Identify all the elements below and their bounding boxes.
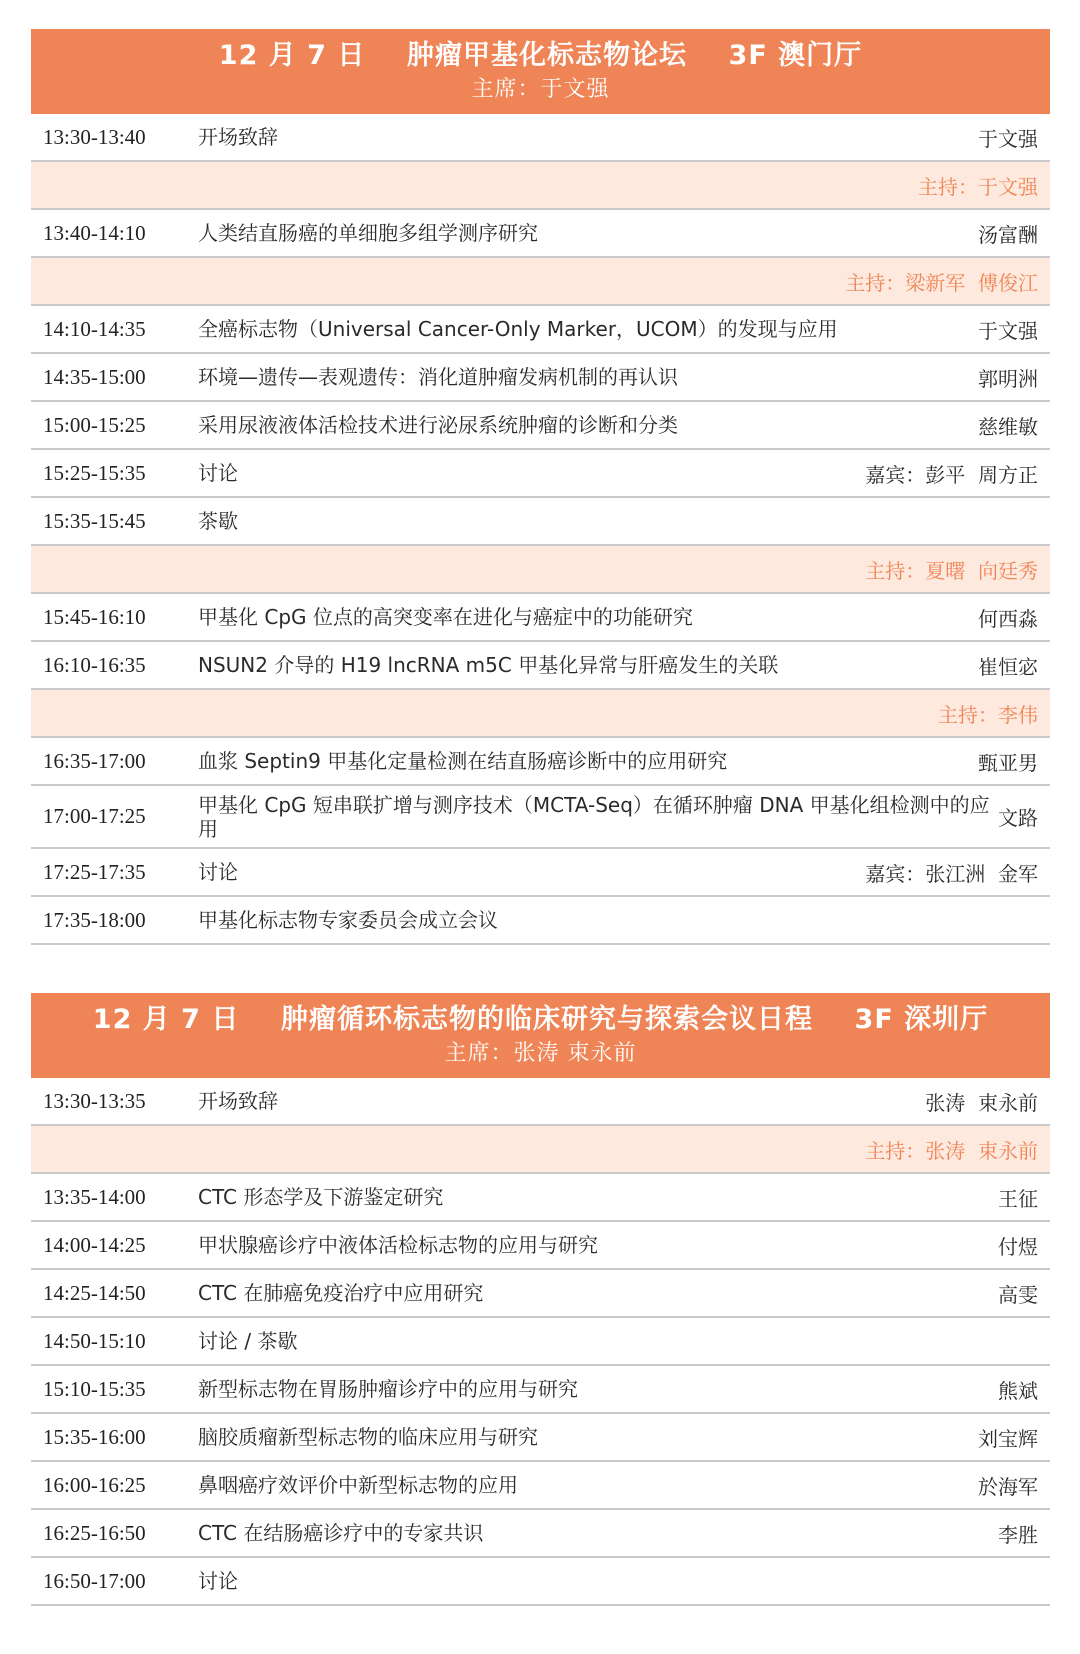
session-topic: 甲基化标志物专家委员会成立会议	[198, 908, 498, 932]
session-time: 14:00-14:25	[43, 1232, 146, 1257]
session-row	[31, 786, 1050, 849]
session-topic: 讨论	[198, 1569, 238, 1593]
section-header	[31, 993, 1050, 1078]
session-speaker: 付煜	[998, 1234, 1038, 1259]
session-row	[31, 849, 1050, 897]
session-row	[31, 1414, 1050, 1462]
session-time: 16:35-17:00	[43, 748, 146, 773]
moderator-row	[31, 162, 1050, 210]
agenda-section	[31, 993, 1050, 1606]
session-time: 13:30-13:40	[43, 124, 146, 149]
session-time: 17:00-17:25	[43, 804, 146, 828]
session-row	[31, 642, 1050, 690]
session-speaker: 何西淼	[978, 606, 1038, 631]
session-topic: 脑胶质瘤新型标志物的临床应用与研究	[198, 1425, 538, 1449]
session-topic: 采用尿液液体活检技术进行泌尿系统肿瘤的诊断和分类	[198, 413, 678, 437]
session-topic: 讨论	[198, 461, 238, 485]
session-speaker: 於海军	[978, 1474, 1038, 1499]
session-speaker: 慈维敏	[978, 414, 1038, 439]
session-speaker: 熊斌	[998, 1378, 1038, 1403]
session-topic: 茶歇	[198, 509, 238, 533]
session-speaker: 高雯	[998, 1282, 1038, 1307]
session-time: 15:25-15:35	[43, 460, 146, 485]
session-row	[31, 1174, 1050, 1222]
session-topic: 全癌标志物（Universal Cancer-Only Marker，UCOM）的发现与应用	[198, 317, 838, 341]
session-row	[31, 1366, 1050, 1414]
session-row	[31, 114, 1050, 162]
session-topic: 讨论 / 茶歇	[198, 1329, 298, 1353]
session-time: 17:25-17:35	[43, 859, 146, 884]
session-row	[31, 306, 1050, 354]
session-time: 16:10-16:35	[43, 652, 146, 677]
session-speaker: 甄亚男	[978, 750, 1038, 775]
session-time: 14:35-15:00	[43, 364, 146, 389]
session-row	[31, 594, 1050, 642]
session-row	[31, 1462, 1050, 1510]
session-time: 14:50-15:10	[43, 1328, 146, 1353]
session-topic: CTC 在肺癌免疫治疗中应用研究	[198, 1281, 484, 1305]
session-time: 15:10-15:35	[43, 1376, 146, 1401]
session-row	[31, 354, 1050, 402]
session-topic: 血浆 Septin9 甲基化定量检测在结直肠癌诊断中的应用研究	[198, 749, 728, 773]
moderator-name: 主持：张涛 束永前	[865, 1138, 1038, 1163]
session-topic: 讨论	[198, 860, 238, 884]
section-header	[31, 29, 1050, 114]
session-row	[31, 1558, 1050, 1606]
session-topic: 环境—遗传—表观遗传：消化道肿瘤发病机制的再认识	[198, 365, 678, 389]
section-title: 12 月 7 日 肿瘤循环标志物的临床研究与探索会议日程 3F 深圳厅	[92, 1004, 989, 1035]
session-speaker: 刘宝辉	[978, 1426, 1038, 1451]
session-speaker: 嘉宾：彭平 周方正	[865, 462, 1038, 487]
session-row	[31, 498, 1050, 546]
session-speaker: 郭明洲	[978, 366, 1038, 391]
session-topic: CTC 在结肠癌诊疗中的专家共识	[198, 1521, 484, 1545]
section-chair: 主席：张涛 束永前	[444, 1041, 637, 1066]
session-time: 15:45-16:10	[43, 604, 146, 629]
session-time: 15:00-15:25	[43, 412, 146, 437]
session-speaker: 崔恒宓	[978, 654, 1038, 679]
agenda-section	[31, 29, 1050, 945]
session-time: 13:30-13:35	[43, 1088, 146, 1113]
session-topic: 甲基化 CpG 位点的高突变率在进化与癌症中的功能研究	[198, 605, 693, 629]
moderator-row	[31, 546, 1050, 594]
session-topic: 甲状腺癌诊疗中液体活检标志物的应用与研究	[198, 1233, 598, 1257]
session-topic: 新型标志物在胃肠肿瘤诊疗中的应用与研究	[198, 1377, 578, 1401]
session-speaker: 张涛 束永前	[925, 1090, 1038, 1115]
session-speaker: 于文强	[978, 126, 1038, 151]
session-row	[31, 1222, 1050, 1270]
session-topic: 开场致辞	[198, 1089, 278, 1113]
session-topic: NSUN2 介导的 H19 lncRNA m5C 甲基化异常与肝癌发生的关联	[198, 653, 779, 677]
session-row	[31, 210, 1050, 258]
moderator-name: 主持：于文强	[918, 174, 1038, 199]
section-chair: 主席：于文强	[471, 77, 610, 102]
agenda-page	[31, 29, 1050, 1606]
session-row	[31, 402, 1050, 450]
moderator-name: 主持：李伟	[938, 702, 1038, 727]
session-row	[31, 450, 1050, 498]
session-topic: 鼻咽癌疗效评价中新型标志物的应用	[198, 1473, 518, 1497]
session-time: 15:35-15:45	[43, 508, 146, 533]
session-row	[31, 1270, 1050, 1318]
session-row	[31, 897, 1050, 945]
session-time: 13:40-14:10	[43, 220, 146, 245]
session-row	[31, 1078, 1050, 1126]
session-time: 17:35-18:00	[43, 907, 146, 932]
session-row	[31, 738, 1050, 786]
session-time: 15:35-16:00	[43, 1424, 146, 1449]
moderator-name: 主持：夏曙 向廷秀	[865, 558, 1038, 583]
session-time: 14:10-14:35	[43, 316, 146, 341]
moderator-row	[31, 690, 1050, 738]
moderator-name: 主持：梁新军 傅俊江	[845, 270, 1038, 295]
session-topic: 甲基化 CpG 短串联扩增与测序技术（MCTA-Seq）在循环肿瘤 DNA 甲基化组检测中的应用	[198, 792, 990, 841]
session-topic: 人类结直肠癌的单细胞多组学测序研究	[198, 221, 538, 245]
session-speaker: 李胜	[998, 1522, 1038, 1547]
session-time: 16:00-16:25	[43, 1472, 146, 1497]
session-row	[31, 1318, 1050, 1366]
session-speaker: 汤富酬	[978, 222, 1038, 247]
section-title: 12 月 7 日 肿瘤甲基化标志物论坛 3F 澳门厅	[218, 40, 863, 71]
session-speaker: 文路	[998, 806, 1038, 830]
moderator-row	[31, 258, 1050, 306]
session-speaker: 王征	[998, 1186, 1038, 1211]
session-topic: CTC 形态学及下游鉴定研究	[198, 1185, 444, 1209]
session-time: 16:50-17:00	[43, 1568, 146, 1593]
session-speaker: 嘉宾：张江洲 金军	[865, 861, 1038, 886]
moderator-row	[31, 1126, 1050, 1174]
session-topic: 开场致辞	[198, 125, 278, 149]
session-row	[31, 1510, 1050, 1558]
session-speaker: 于文强	[978, 318, 1038, 343]
session-time: 16:25-16:50	[43, 1520, 146, 1545]
session-time: 14:25-14:50	[43, 1280, 146, 1305]
session-time: 13:35-14:00	[43, 1184, 146, 1209]
